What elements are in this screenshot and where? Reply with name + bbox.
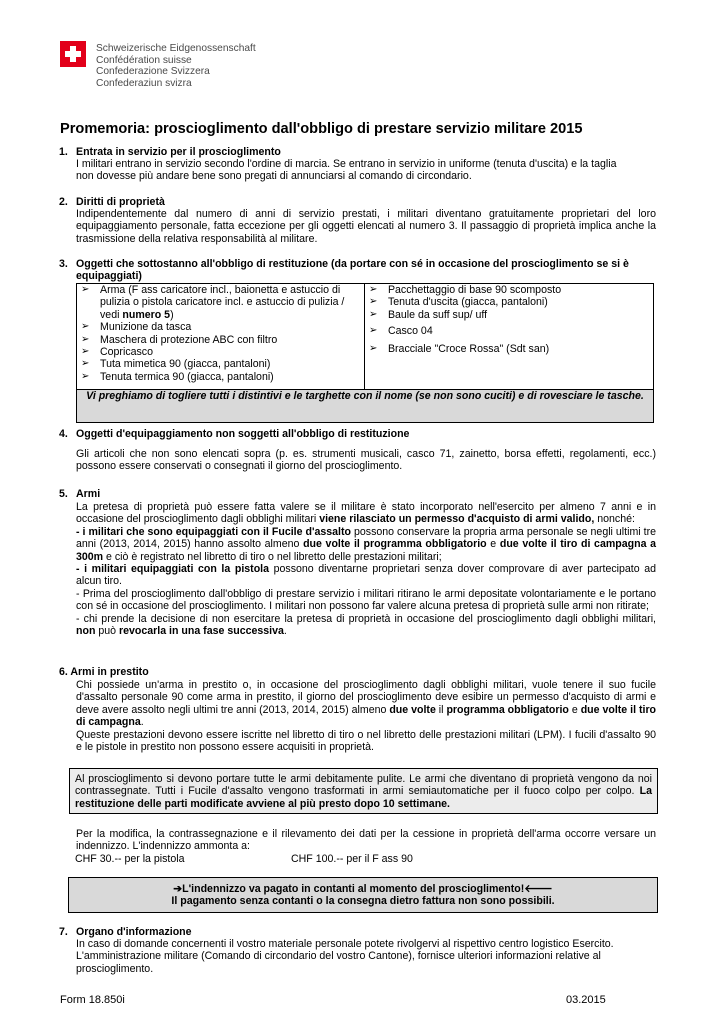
section-3 <box>59 258 659 284</box>
weapons-intro <box>76 501 656 526</box>
text-bold: - i militari che sono equipaggiati con il Fucile d'assalto <box>76 525 351 538</box>
return-items-table <box>76 283 654 423</box>
fee-text <box>76 828 656 853</box>
remove-badges-notice <box>77 390 654 423</box>
text-bold: revocarla in una fase successiva <box>118 625 284 638</box>
section-title-cont: equipaggiati) <box>76 270 142 282</box>
section-title: Armi <box>76 488 101 500</box>
item-text: Pacchettaggio di base 90 scomposto <box>387 284 562 296</box>
section-text <box>76 679 656 753</box>
list-item <box>77 284 364 321</box>
clean-weapons-box <box>69 768 658 814</box>
bullet-decision <box>76 613 656 638</box>
list-item <box>77 321 364 333</box>
fee-pistol: CHF 30.-- per la pistola <box>75 853 185 865</box>
notice-text: Vi preghiamo di togliere tutti i distintivi e le targhette con il nome (se non sono cuciti) e di rovesciare le tasche. <box>86 390 644 402</box>
item-text: Munizione da tasca <box>100 321 192 334</box>
arrow-bullet-icon: ➢ <box>368 325 378 337</box>
section-title: Oggetti che sottostanno all'obbligo di restituzione (da portare con sé in occasione del proscioglimento se si è <box>76 258 629 270</box>
section-title: Organo d'informazione <box>76 926 192 938</box>
text: possono conservare la propria arma personale se negli ultimi tre anni (2013, 2014, 2015) hanno assolto almeno <box>76 525 656 551</box>
list-item <box>365 296 653 308</box>
text: . <box>140 716 144 729</box>
text-bold: due volte il programma obbligatorio <box>303 538 487 551</box>
item-text-bold: numero 5 <box>122 308 171 321</box>
form-date: 03.2015 <box>566 994 606 1006</box>
text-bold: L'indennizzo va pagato in contanti al momento del proscioglimento! <box>182 883 525 895</box>
text-line: I militari entrano in servizio secondo l'ordine di marcia. Se entrano in servizio in uniforme (tenuta d'uscita) e la taglia <box>76 158 617 170</box>
section-6 <box>59 666 659 762</box>
federal-header <box>60 40 360 96</box>
bullet-assault-rifle <box>76 526 656 563</box>
list-item <box>77 371 364 383</box>
list-item <box>365 284 653 296</box>
section-2 <box>59 196 659 250</box>
header-line-de: Schweizerische Eidgenossenschaft <box>96 43 256 54</box>
header-line-fr: Confédération suisse <box>96 54 192 66</box>
text: Chi possiede un'arma in prestito o, in occasione del proscioglimento dagli obblighi militari, vuole tenere il suo fucile d'assalto personale 90 come arma in prestito, il giorno del proscioglimento deve esibire un permesso d'acquisto di armi e deve avere assolto negli ultimi tre anni (2013, 2014, 2015) almeno <box>76 679 656 716</box>
text: può <box>95 625 119 638</box>
records-text: Queste prestazioni devono essere iscritte nel libretto di tiro o nel libretto delle prestazioni militari (LPM). I fucili d'assalto 90 e le pistole in prestito non possono essere acquisiti in proprietà. <box>76 728 656 754</box>
item-text: Tuta mimetica 90 (giacca, pantaloni) <box>100 358 271 371</box>
section-number: 2. <box>59 196 68 208</box>
text-bold: programma obbligatorio <box>446 703 569 716</box>
list-item <box>365 325 653 337</box>
text: - chi prende la decisione di non esercitare la pretesa di proprietà in occasione del proscioglimento dagli obblighi militari, <box>76 612 656 625</box>
section-text: Indipendentemente dal numero di anni di servizio prestati, i militari diventano gratuitamente proprietari del loro equipaggiamento personale, fatta eccezione per gli oggetti elencati al numero 3. Il passaggio di proprietà implica anche la trasmissione della relativa responsabilità al militare. <box>76 208 656 245</box>
arrow-right-icon: ➔ <box>173 883 183 895</box>
arrow-bullet-icon: ➢ <box>81 333 90 345</box>
fee-rifle: CHF 100.-- per il F ass 90 <box>291 853 413 865</box>
text: . <box>283 625 287 638</box>
arrow-bullet-icon: ➢ <box>81 284 90 295</box>
item-text: Tenuta d'uscita (giacca, pantaloni) <box>387 296 548 309</box>
section-title: Entrata in servizio per il proscioglimento <box>76 146 281 158</box>
item-text: ) <box>170 308 174 321</box>
section-number: 1. <box>59 146 68 158</box>
arrow-bullet-icon: ➢ <box>368 308 378 320</box>
page-title: Promemoria: proscioglimento dall'obbligo di prestare servizio militare 2015 <box>60 121 583 137</box>
list-item <box>77 334 364 346</box>
bullet-deposited-weapons: - Prima del proscioglimento dall'obbligo di prestare servizio i militari ritirano le armi depositate volontariamente e le portano con sé in occasione del proscioglimento. I militari non possono far valere alcuna pretesa di proprietà sulle armi non ritirate; <box>76 587 656 613</box>
item-text: Arma (F ass caricatore incl., baionetta e astuccio di pulizia o pistola caricatore incl. e astuccio di pulizia / vedi <box>100 284 345 321</box>
header-line-it: Confederazione Svizzera <box>96 66 210 78</box>
right-items <box>364 284 653 390</box>
item-text: Baule da suff sup/ uff <box>387 308 488 321</box>
text: nonché: <box>594 513 635 526</box>
section-title: Oggetti d'equipaggiamento non soggetti all'obbligo di restituzione <box>76 428 410 440</box>
text-bold: La restituzione delle parti modificate avviene al più presto dopo 10 settimane. <box>75 785 652 810</box>
section-number: 7. <box>59 926 68 938</box>
section-7 <box>59 926 659 978</box>
cash-line <box>69 883 657 895</box>
left-items <box>77 284 365 390</box>
text: possono diventarne proprietari senza dover comprovare di aver partecipato ad alcun tiro. <box>76 563 656 588</box>
list-item <box>77 358 364 370</box>
list-item <box>365 343 653 355</box>
section-text <box>76 501 656 637</box>
arrow-left-icon: 🡐 <box>524 883 553 895</box>
arrow-bullet-icon: ➢ <box>81 358 90 370</box>
item-text: Bracciale "Croce Rossa" (Sdt san) <box>387 342 550 355</box>
text: e <box>486 538 500 551</box>
text-bold: viene rilasciato un permesso d'acquisto di armi valido, <box>319 513 595 526</box>
text-bold: due volte <box>389 703 436 716</box>
text-bold: due volte il tiro di campagna <box>76 703 657 729</box>
section-1 <box>59 146 659 186</box>
section-5 <box>59 488 659 654</box>
item-text: Tenuta termica 90 (giacca, pantaloni) <box>100 370 274 383</box>
item-text: Casco 04 <box>387 325 433 338</box>
federal-name <box>96 43 256 89</box>
text: Al proscioglimento si devono portare tutte le armi debitamente pulite. Le armi che diventano di proprietà vengono da noi contrassegnate. Tutti i Fucile d'assalto vengono trasformati in armi semiautomatiche per il fuoco colpo per colpo. <box>75 773 652 798</box>
section-number: 4. <box>59 428 68 440</box>
swiss-cross-icon <box>60 41 86 67</box>
arrow-bullet-icon: ➢ <box>368 342 378 354</box>
section-4 <box>59 428 659 476</box>
text-line: non dovesse più andare bene sono pregati di annunciarsi al comando di circondario. <box>76 170 472 183</box>
text-bold: - i militari equipaggiati con la pistola <box>76 563 270 576</box>
text: il <box>435 703 447 716</box>
section-title: 6. Armi in prestito <box>59 666 149 678</box>
section-title: Diritti di proprietà <box>76 196 165 208</box>
text: e <box>568 703 581 716</box>
section-text: In caso di domande concernenti il vostro materiale personale potete rivolgervi al rispettivo centro logistico Esercito. L'amministrazione militare (Comando di circondario del vostro Cantone), fornisce ulteriori informazioni relative al proscioglimento. <box>76 938 614 975</box>
text-bold: non <box>76 625 96 638</box>
arrow-bullet-icon: ➢ <box>81 346 90 358</box>
no-invoice-line: Il pagamento senza contanti o la consegna dietro fattura non sono possibili. <box>171 895 555 908</box>
bullet-pistol <box>76 563 656 588</box>
arrow-bullet-icon: ➢ <box>368 284 378 295</box>
text: e ciò è registrato nel libretto di tiro o nel libretto delle prestazioni militari; <box>103 550 442 563</box>
text-bold: due volte il tiro di campagna a 300m <box>76 538 657 563</box>
list-item <box>77 346 364 358</box>
loan-weapons-text <box>76 679 656 729</box>
section-text: Gli articoli che non sono elencati sopra (p. es. strumenti musicali, casco 71, zainetto, borsa effetti, regolamenti, ecc.) possono essere conservati o consegnati il giorno del proscioglimento. <box>76 448 656 473</box>
section-number: 3. <box>59 258 68 270</box>
section-text <box>76 158 656 183</box>
text: Per la modifica, la contrassegnazione e il rilevamento dei dati per la cessione in proprietà dell'arma occorre versare un indennizzo. L'indennizzo ammonta a: <box>76 828 656 853</box>
header-line-rm: Confederaziun svizra <box>96 77 192 89</box>
list-item <box>365 309 653 321</box>
arrow-bullet-icon: ➢ <box>368 296 378 308</box>
text: La pretesa di proprietà può essere fatta valere se il militare è stato incorporato nell'esercito per almeno 7 anni e in occasione del proscioglimento dagli obblighi militari <box>76 501 656 526</box>
item-text: Maschera di protezione ABC con filtro <box>100 333 278 346</box>
form-number: Form 18.850i <box>60 994 125 1006</box>
item-text: Copricasco <box>100 346 153 359</box>
arrow-bullet-icon: ➢ <box>81 321 90 333</box>
cash-payment-box <box>68 877 658 913</box>
arrow-bullet-icon: ➢ <box>81 370 90 382</box>
section-number: 5. <box>59 488 68 500</box>
